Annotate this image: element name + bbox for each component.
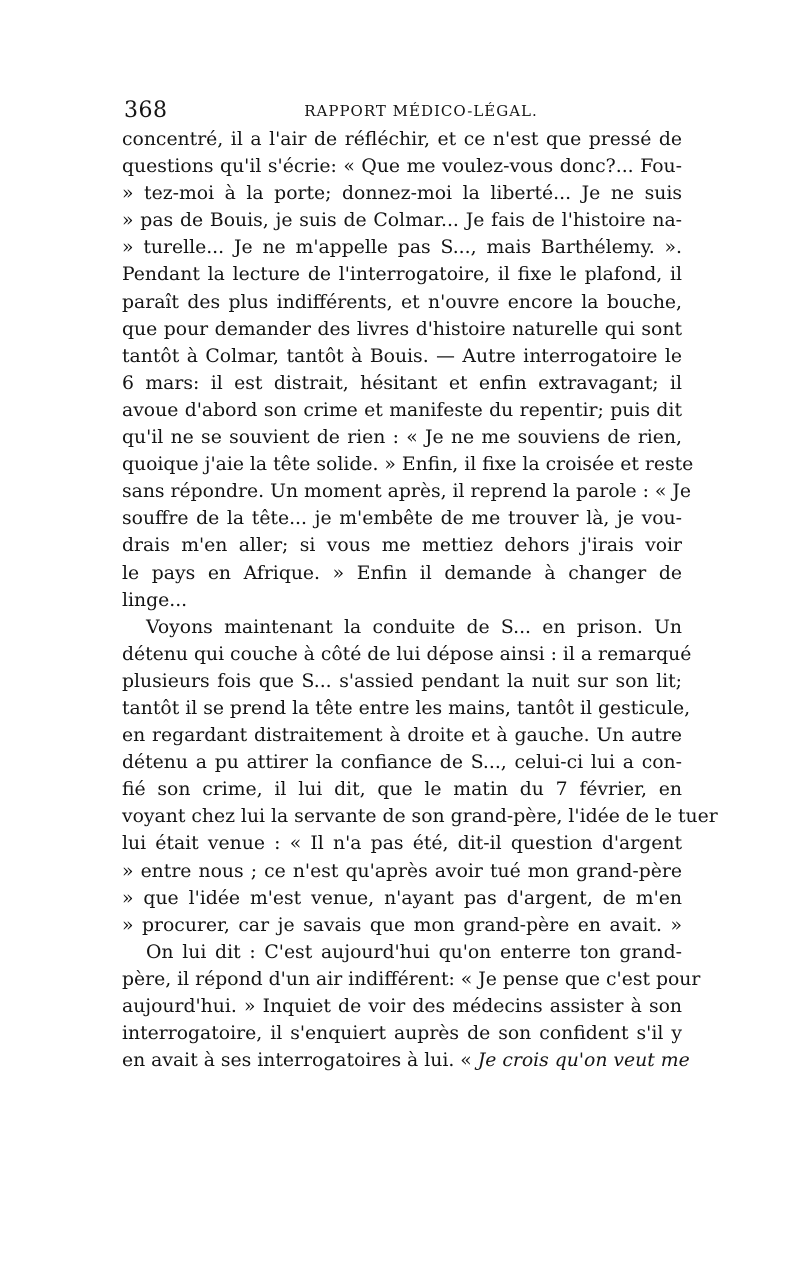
text-line: 6 mars: il est distrait, hésitant et enfin extravagant; il [122, 372, 682, 394]
text-line: Voyons maintenant la conduite de S... en prison. Un [146, 616, 682, 638]
text-line: » que l'idée m'est venue, n'ayant pas d'argent, de m'en [122, 887, 682, 909]
text-line: que pour demander des livres d'histoire naturelle qui sont [122, 318, 682, 340]
text-line: questions qu'il s'écrie: « Que me voulez-vous donc?... Fou- [122, 156, 682, 178]
running-head: RAPPORT MÉDICO-LÉGAL. [304, 102, 538, 120]
text-fragment: en avait à ses interrogatoires à lui. « [122, 1050, 478, 1072]
text-line: linge... [122, 589, 188, 611]
page-header [124, 98, 682, 128]
text-line: plusieurs fois que S... s'assied pendant la nuit sur son lit; [122, 670, 682, 692]
text-line: tantôt à Colmar, tantôt à Bouis. — Autre interrogatoire le [122, 345, 682, 367]
text-line: détenu a pu attirer la confiance de S..., celui-ci lui a con- [122, 752, 682, 774]
text-line: paraît des plus indifférents, et n'ouvre encore la bouche, [122, 291, 682, 313]
text-line: interrogatoire, il s'enquiert auprès de son confident s'il y [122, 1023, 682, 1045]
text-line: » procurer, car je savais que mon grand-père en avait. » [122, 914, 682, 936]
body-text [122, 126, 718, 1074]
text-line-final [122, 1047, 690, 1074]
text-line: aujourd'hui. » Inquiet de voir des médecins assister à son [122, 996, 682, 1017]
text-line: On lui dit : C'est aujourd'hui qu'on enterre ton grand- [146, 941, 682, 963]
text-line: sans répondre. Un moment après, il reprend la parole : « Je [122, 481, 692, 503]
text-line: qu'il ne se souvient de rien : « Je ne me souviens de rien, [122, 427, 682, 449]
text-line: souffre de la tête... je m'embête de me trouver là, je vou- [122, 508, 682, 530]
page-number: 368 [124, 98, 168, 123]
text-line: drais m'en aller; si vous me mettiez dehors j'irais voir [122, 535, 682, 557]
text-line: le pays en Afrique. » Enfin il demande à changer de [122, 562, 682, 584]
text-line: avoue d'abord son crime et manifeste du repentir; puis dit [122, 399, 682, 421]
text-line: tantôt il se prend la tête entre les mains, tantôt il gesticule, [122, 697, 691, 719]
text-line: fié son crime, il lui dit, que le matin du 7 février, en [122, 779, 682, 801]
text-line: » entre nous ; ce n'est qu'après avoir tué mon grand-père [122, 860, 682, 882]
text-line: quoique j'aie la tête solide. » Enfin, il fixe la croisée et reste [122, 454, 694, 476]
text-line: voyant chez lui la servante de son grand-père, l'idée de le tuer [122, 806, 718, 828]
text-line: » pas de Bouis, je suis de Colmar... Je fais de l'histoire na- [122, 210, 682, 232]
text-line: détenu qui couche à côté de lui dépose ainsi : il a remarqué [122, 643, 692, 665]
text-line: » tez-moi à la porte; donnez-moi la liberté... Je ne suis [122, 183, 682, 205]
text-line: » turelle... Je ne m'appelle pas S..., mais Barthélemy. ». [122, 237, 682, 259]
text-line: en regardant distraitement à droite et à gauche. Un autre [122, 725, 682, 747]
text-line: Pendant la lecture de l'interrogatoire, il fixe le plafond, il [122, 264, 682, 286]
text-line: père, il répond d'un air indifférent: « Je pense que c'est pour [122, 968, 701, 990]
text-line: lui était venue : « Il n'a pas été, dit-il question d'argent [122, 833, 682, 855]
text-line: concentré, il a l'air de réfléchir, et ce n'est que pressé de [122, 129, 682, 150]
italic-quote: Je crois qu'on veut me [477, 1050, 690, 1072]
